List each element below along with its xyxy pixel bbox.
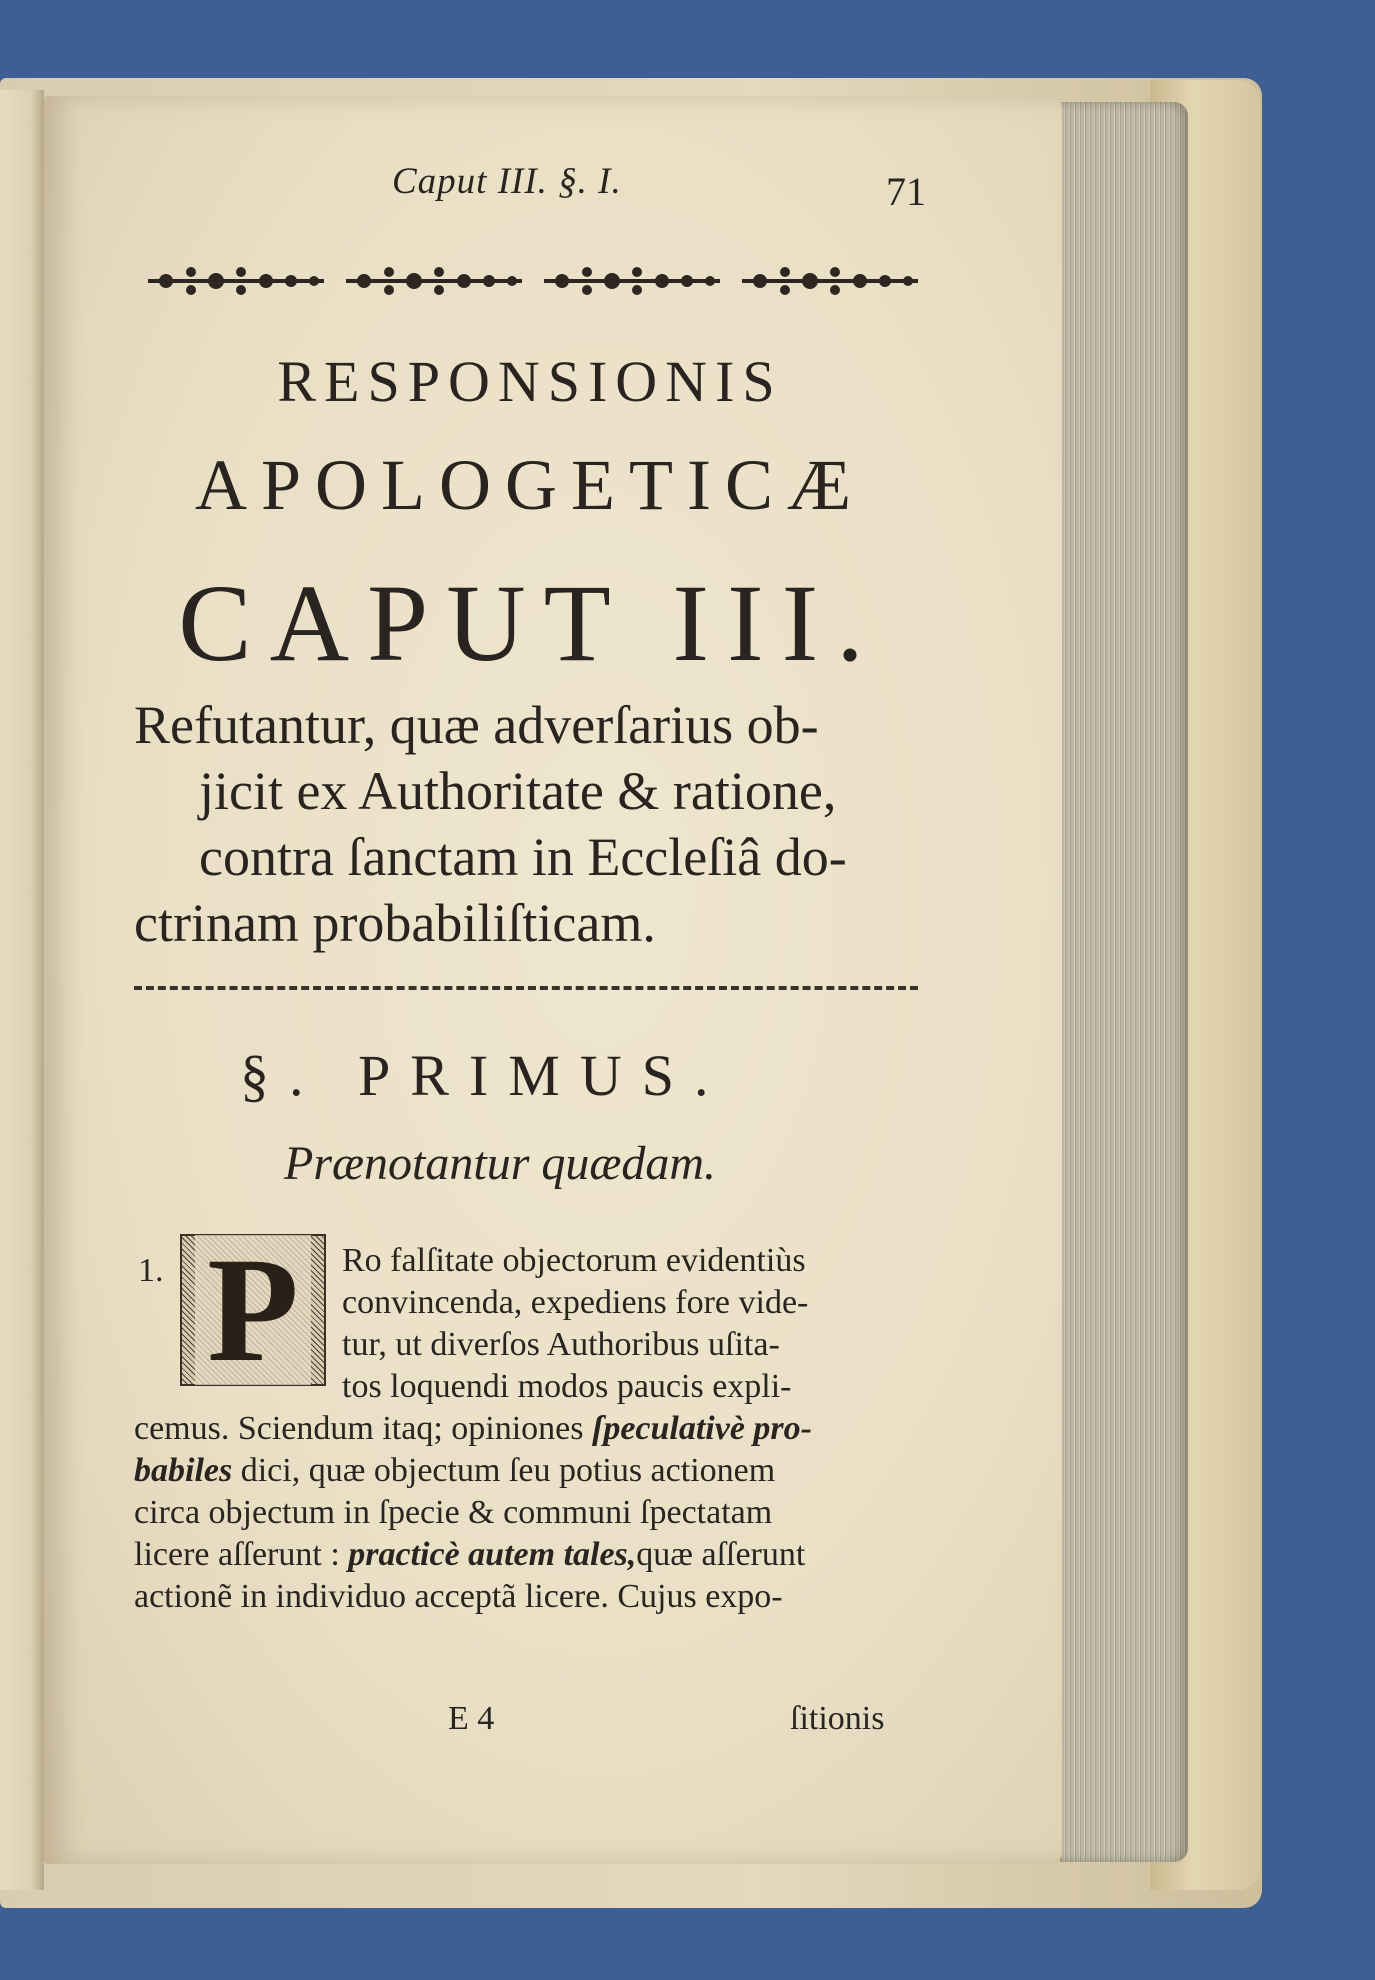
ornament-4 (742, 267, 918, 295)
ornament-3 (544, 267, 720, 295)
body-italic: practicè autem tales, (348, 1536, 637, 1573)
horizontal-rule (134, 986, 918, 990)
title-line-2: APOLOGETICÆ (195, 445, 865, 525)
section-heading: §. PRIMUS. (240, 1043, 729, 1108)
body-line (134, 1408, 934, 1450)
body-fragment: dici, quæ objectum ſeu potius actionem (232, 1452, 776, 1489)
running-head: Caput III. §. I. (392, 161, 622, 202)
body-fragment: cemus. Sciendum itaq; opiniones (134, 1410, 592, 1447)
summary-line: jicit ex Authoritate & ratione, (199, 761, 837, 821)
page-fore-edge (1060, 102, 1188, 1862)
chapter-summary (134, 692, 934, 956)
body-line (134, 1450, 934, 1492)
drop-cap-letter: P (195, 1235, 311, 1385)
body-line: Ro falſitate objectorum evidentiùs (342, 1242, 806, 1279)
signature-mark: E 4 (448, 1700, 495, 1737)
ornament-band (146, 258, 926, 304)
section-subtitle: Prænotantur quædam. (284, 1137, 717, 1190)
body-line: tos loquendi modos paucis expli- (342, 1368, 792, 1405)
facing-page-edge (0, 90, 44, 1890)
summary-line: Refutantur, quæ adverſarius ob- (134, 695, 819, 755)
summary-line: contra ſanctam in Eccleſiâ do- (199, 827, 847, 887)
paragraph-number: 1. (138, 1252, 164, 1289)
chapter-heading: CAPUT III. (178, 562, 882, 684)
body-italic: ſpeculativè pro- (592, 1410, 812, 1447)
body-line: convincenda, expediens fore vide- (342, 1284, 809, 1321)
ornament-2 (346, 267, 522, 295)
body-fragment: quæ aſſerunt (636, 1536, 806, 1573)
body-line: actionẽ in individuo acceptã licere. Cujus expo- (134, 1578, 783, 1615)
body-fragment: licere aſſerunt : (134, 1536, 349, 1573)
summary-line: ctrinam probabiliſticam. (134, 893, 656, 953)
page-number: 71 (886, 169, 926, 214)
title-line-1: RESPONSIONIS (277, 349, 783, 414)
body-italic: babiles (134, 1452, 233, 1489)
body-line (134, 1534, 934, 1576)
body-line: circa objectum in ſpecie & communi ſpectatam (134, 1494, 773, 1531)
ornament-1 (148, 267, 324, 295)
body-line: tur, ut diverſos Authoribus uſita- (342, 1326, 780, 1363)
catchword: ſitionis (790, 1700, 885, 1737)
decorated-initial (180, 1227, 326, 1393)
